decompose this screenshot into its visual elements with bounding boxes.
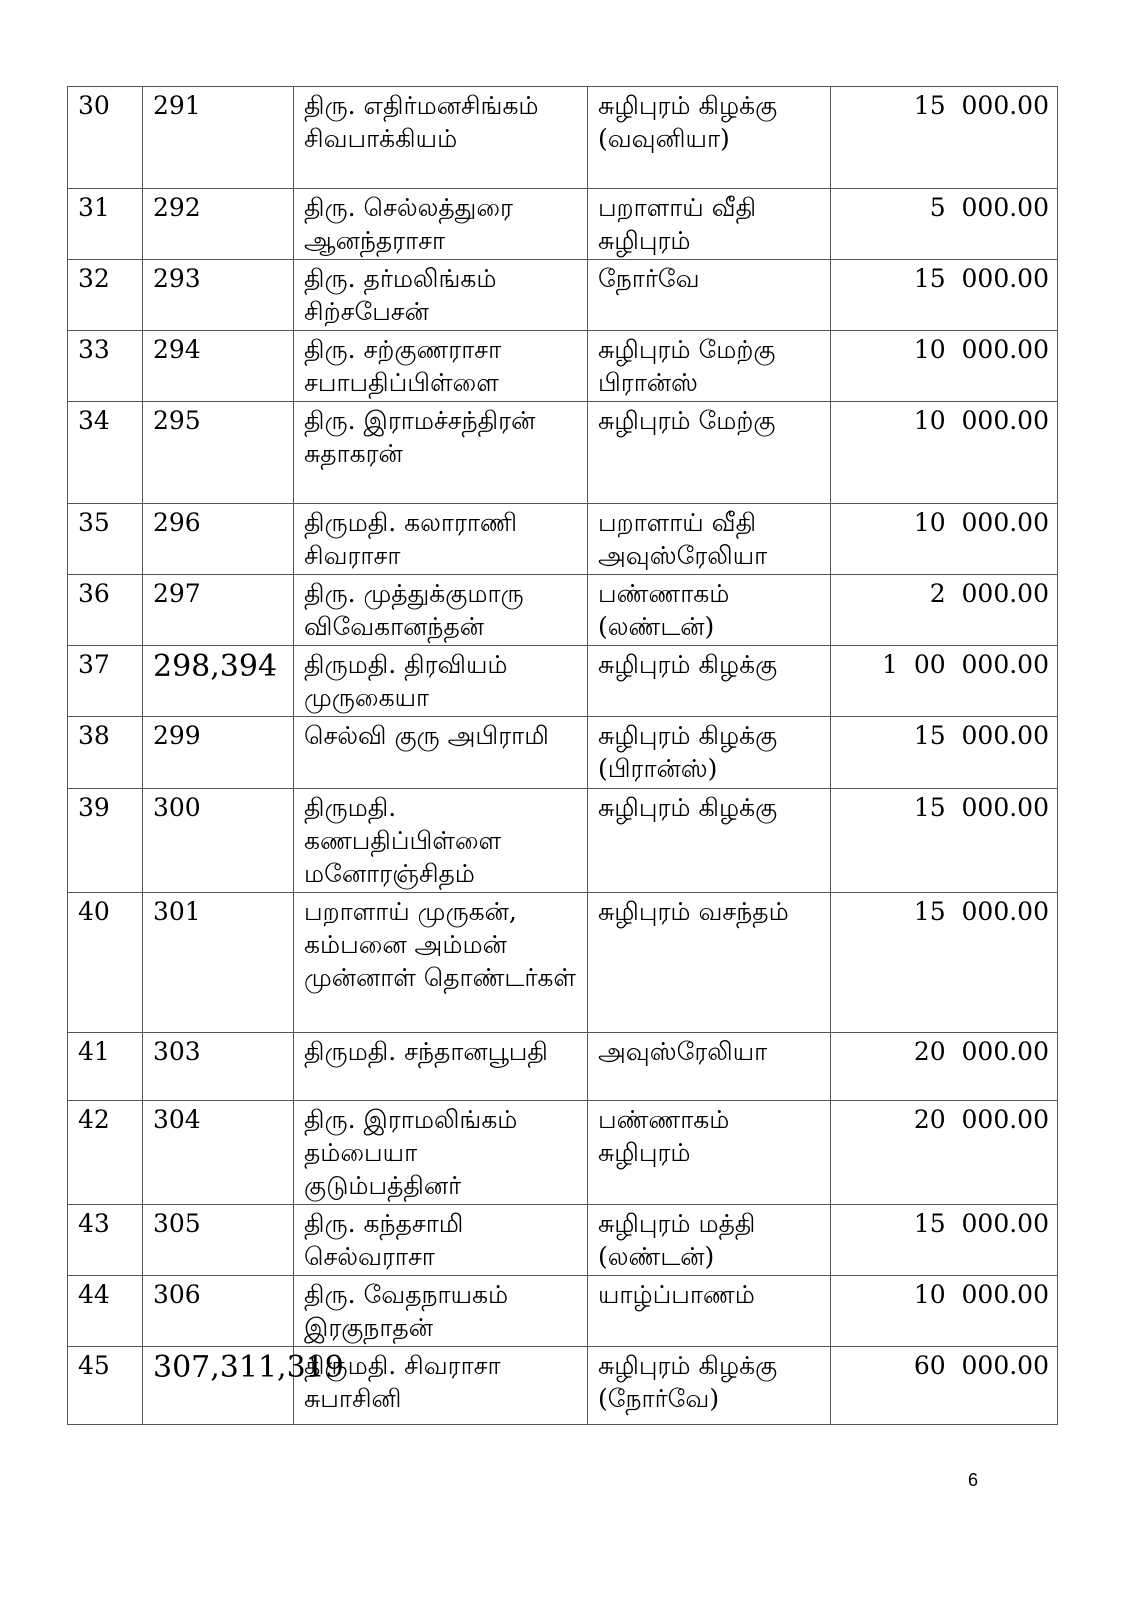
place-cell: பறாளாய் வீதி அவுஸ்ரேலியா [588, 504, 831, 575]
place-cell: சுழிபுரம் கிழக்கு (பிரான்ஸ்) [588, 717, 831, 789]
place-cell: சுழிபுரம் கிழக்கு [588, 646, 831, 717]
amount-cell: 10 000.00 [831, 402, 1058, 504]
amount-cell: 15 000.00 [831, 1205, 1058, 1276]
amount-cell: 15 000.00 [831, 717, 1058, 789]
table-row [68, 893, 1058, 1033]
name-cell: பறாளாய் முருகன், கம்பனை அம்மன் முன்னாள் தொண்டர்கள் [294, 893, 588, 1033]
receipt-cell: 297 [143, 575, 294, 646]
place-cell: சுழிபுரம் வசந்தம் [588, 893, 831, 1033]
table-row [68, 717, 1058, 789]
table-row [68, 1347, 1058, 1425]
sno-cell: 45 [68, 1347, 143, 1425]
receipt-cell: 295 [143, 402, 294, 504]
amount-cell: 10 000.00 [831, 331, 1058, 402]
table-row [68, 1276, 1058, 1347]
receipt-cell: 304 [143, 1101, 294, 1205]
place-cell: பண்ணாகம் (லண்டன்) [588, 575, 831, 646]
table-row [68, 1033, 1058, 1101]
place-cell: சுழிபுரம் மேற்கு பிரான்ஸ் [588, 331, 831, 402]
amount-cell: 10 000.00 [831, 1276, 1058, 1347]
receipt-cell: 293 [143, 260, 294, 331]
table-row [68, 1205, 1058, 1276]
sno-cell: 37 [68, 646, 143, 717]
place-cell: நோர்வே [588, 260, 831, 331]
amount-cell: 60 000.00 [831, 1347, 1058, 1425]
receipt-cell: 307,311,319 [143, 1347, 294, 1425]
name-cell: செல்வி குரு அபிராமி [294, 717, 588, 789]
receipt-cell: 303 [143, 1033, 294, 1101]
name-cell: திரு. இராமலிங்கம் தம்பையா குடும்பத்தினர் [294, 1101, 588, 1205]
page-number: 6 [968, 1470, 979, 1490]
receipt-cell: 301 [143, 893, 294, 1033]
sno-cell: 30 [68, 87, 143, 189]
table-row [68, 646, 1058, 717]
table-row [68, 575, 1058, 646]
name-cell: திரு. தர்மலிங்கம் சிற்சபேசன் [294, 260, 588, 331]
sno-cell: 38 [68, 717, 143, 789]
name-cell: திரு. செல்லத்துரை ஆனந்தராசா [294, 189, 588, 260]
sno-cell: 40 [68, 893, 143, 1033]
place-cell: சுழிபுரம் மேற்கு [588, 402, 831, 504]
sno-cell: 44 [68, 1276, 143, 1347]
name-cell: திரு. சற்குணராசா சபாபதிப்பிள்ளை [294, 331, 588, 402]
sno-cell: 32 [68, 260, 143, 331]
amount-cell: 2 000.00 [831, 575, 1058, 646]
table-row [68, 260, 1058, 331]
place-cell: சுழிபுரம் கிழக்கு (நோர்வே) [588, 1347, 831, 1425]
table-row [68, 1101, 1058, 1205]
place-cell: அவுஸ்ரேலியா [588, 1033, 831, 1101]
amount-cell: 20 000.00 [831, 1101, 1058, 1205]
amount-cell: 15 000.00 [831, 87, 1058, 189]
table-row [68, 331, 1058, 402]
sno-cell: 43 [68, 1205, 143, 1276]
sno-cell: 33 [68, 331, 143, 402]
amount-cell: 15 000.00 [831, 893, 1058, 1033]
name-cell: திருமதி. கணபதிப்பிள்ளை மனோரஞ்சிதம் [294, 789, 588, 893]
name-cell: திருமதி. சிவராசா சுபாசினி [294, 1347, 588, 1425]
table-row [68, 789, 1058, 893]
table-row [68, 402, 1058, 504]
sno-cell: 36 [68, 575, 143, 646]
amount-cell: 5 000.00 [831, 189, 1058, 260]
place-cell: பண்ணாகம் சுழிபுரம் [588, 1101, 831, 1205]
place-cell: சுழிபுரம் கிழக்கு [588, 789, 831, 893]
sno-cell: 34 [68, 402, 143, 504]
donations-table [67, 86, 1058, 1425]
receipt-cell: 294 [143, 331, 294, 402]
receipt-cell: 292 [143, 189, 294, 260]
receipt-cell: 291 [143, 87, 294, 189]
sno-cell: 41 [68, 1033, 143, 1101]
sno-cell: 35 [68, 504, 143, 575]
amount-cell: 20 000.00 [831, 1033, 1058, 1101]
receipt-cell: 298,394 [143, 646, 294, 717]
table-row [68, 87, 1058, 189]
amount-cell: 15 000.00 [831, 260, 1058, 331]
donations-table-body [68, 87, 1058, 1425]
table-row [68, 189, 1058, 260]
sno-cell: 42 [68, 1101, 143, 1205]
receipt-cell: 305 [143, 1205, 294, 1276]
receipt-cell: 300 [143, 789, 294, 893]
sno-cell: 31 [68, 189, 143, 260]
name-cell: திரு. எதிர்மனசிங்கம் சிவபாக்கியம் [294, 87, 588, 189]
place-cell: பறாளாய் வீதி சுழிபுரம் [588, 189, 831, 260]
sno-cell: 39 [68, 789, 143, 893]
name-cell: திருமதி. சந்தானபூபதி [294, 1033, 588, 1101]
name-cell: திரு. இராமச்சந்திரன் சுதாகரன் [294, 402, 588, 504]
amount-cell: 15 000.00 [831, 789, 1058, 893]
place-cell: சுழிபுரம் மத்தி (லண்டன்) [588, 1205, 831, 1276]
amount-cell: 10 000.00 [831, 504, 1058, 575]
receipt-cell: 306 [143, 1276, 294, 1347]
place-cell: யாழ்ப்பாணம் [588, 1276, 831, 1347]
receipt-cell: 299 [143, 717, 294, 789]
name-cell: திரு. வேதநாயகம் இரகுநாதன் [294, 1276, 588, 1347]
name-cell: திருமதி. திரவியம் முருகையா [294, 646, 588, 717]
place-cell: சுழிபுரம் கிழக்கு (வவுனியா) [588, 87, 831, 189]
name-cell: திருமதி. கலாராணி சிவராசா [294, 504, 588, 575]
receipt-cell: 296 [143, 504, 294, 575]
table-row [68, 504, 1058, 575]
amount-cell: 1 00 000.00 [831, 646, 1058, 717]
name-cell: திரு. முத்துக்குமாரு விவேகானந்தன் [294, 575, 588, 646]
name-cell: திரு. கந்தசாமி செல்வராசா [294, 1205, 588, 1276]
